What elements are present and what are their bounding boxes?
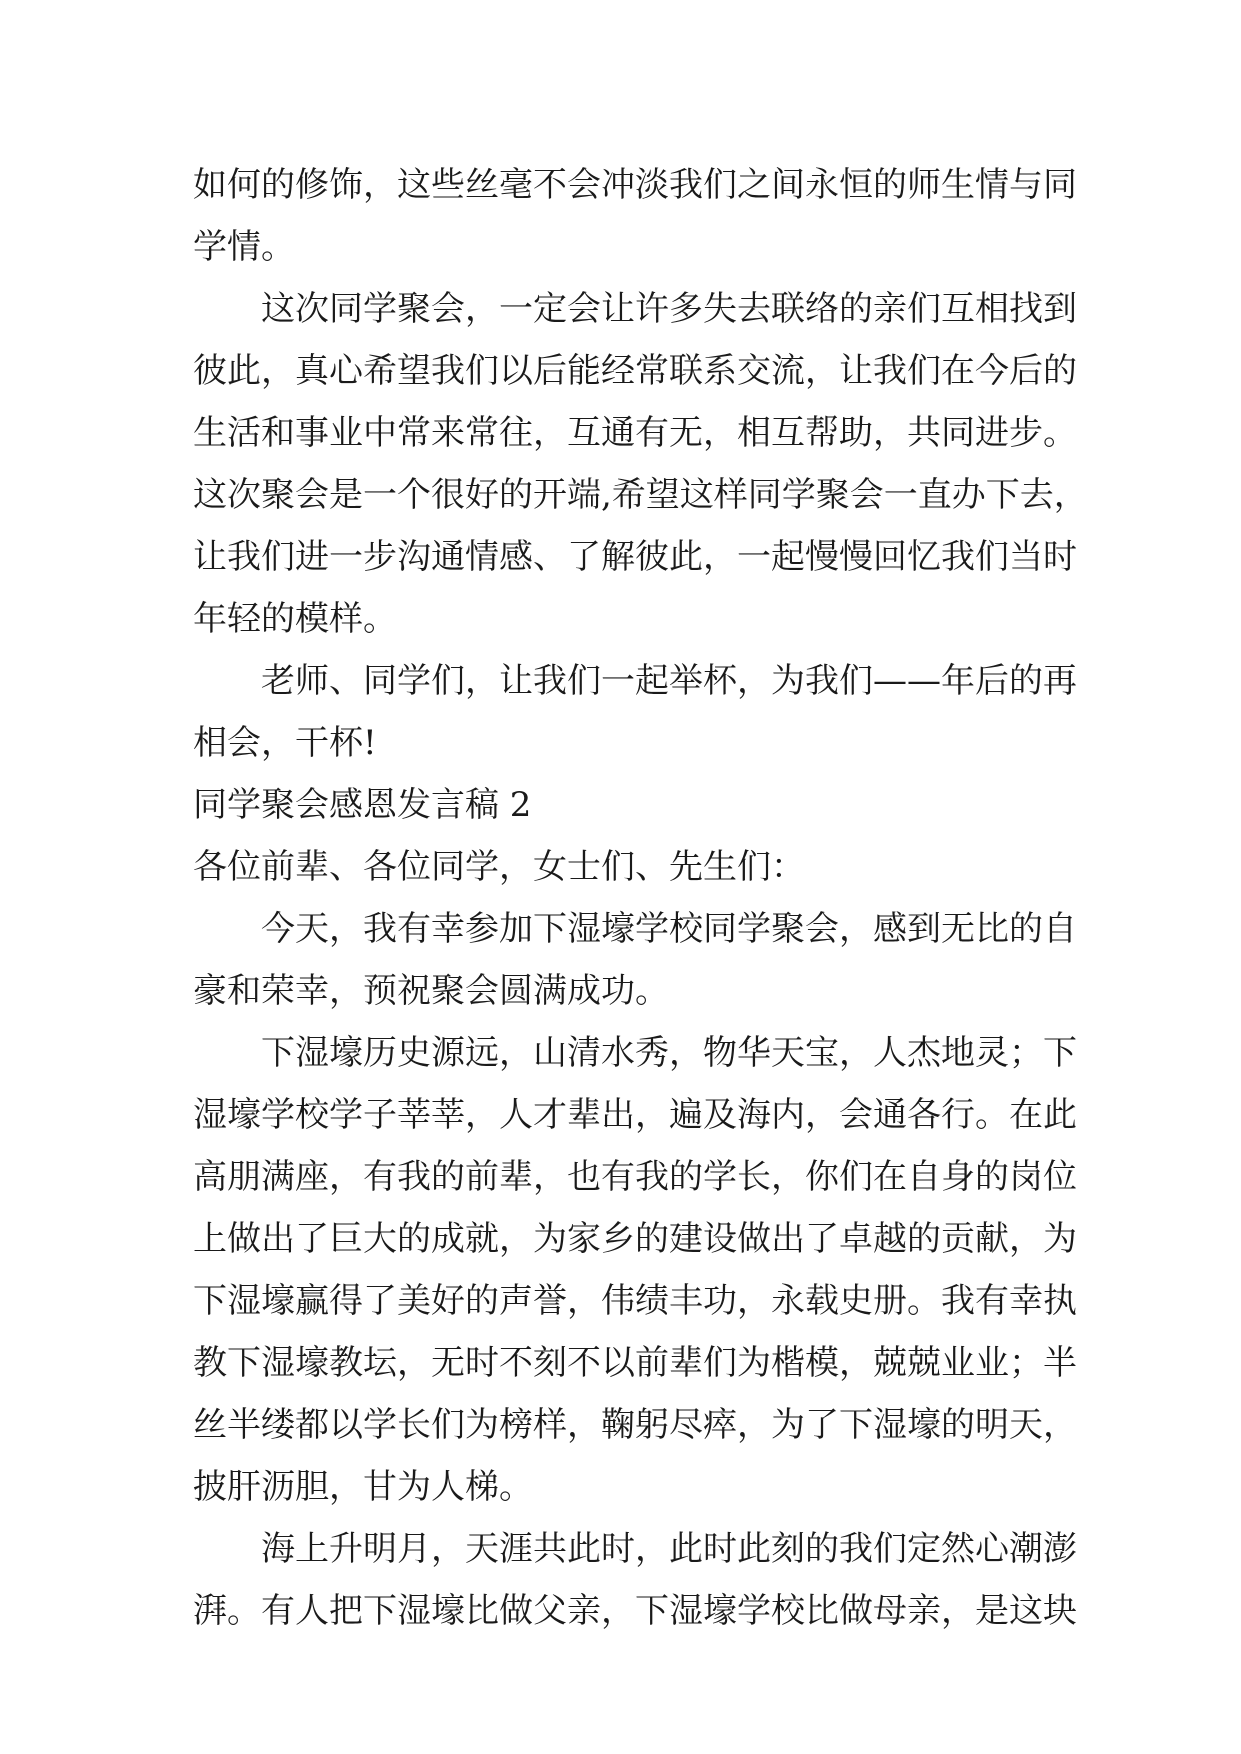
text-line: 学情。 [193, 227, 295, 267]
text-line: 让我们进一步沟通情感、了解彼此，一起慢慢回忆我们当时 [193, 537, 1077, 577]
text-line: 教下湿壕教坛，无时不刻不以前辈们为楷模，兢兢业业；半 [193, 1343, 1077, 1383]
text-line: 年轻的模样。 [193, 599, 397, 639]
text-line: 生活和事业中常来常往，互通有无，相互帮助，共同进步。 [193, 413, 1077, 453]
text-line: 如何的修饰，这些丝毫不会冲淡我们之间永恒的师生情与同 [193, 165, 1077, 205]
text-line: 高朋满座，有我的前辈，也有我的学长，你们在自身的岗位 [193, 1157, 1077, 1197]
text-line: 下湿壕历史源远，山清水秀，物华天宝，人杰地灵；下 [261, 1033, 1077, 1073]
text-line: 海上升明月，天涯共此时，此时此刻的我们定然心潮澎 [261, 1529, 1077, 1569]
text-line: 湃。有人把下湿壕比做父亲，下湿壕学校比做母亲，是这块 [193, 1591, 1077, 1631]
text-line: 相会，干杯! [193, 723, 377, 763]
text-line: 湿壕学校学子莘莘，人才辈出，遍及海内，会通各行。在此 [193, 1095, 1077, 1135]
text-line: 这次聚会是一个很好的开端,希望这样同学聚会一直办下去， [193, 475, 1088, 515]
text-line: 老师、同学们，让我们一起举杯，为我们——年后的再 [261, 661, 1077, 701]
salutation: 各位前辈、各位同学，女士们、先生们： [193, 847, 805, 887]
text-line: 豪和荣幸，预祝聚会圆满成功。 [193, 971, 669, 1011]
text-line: 这次同学聚会，一定会让许多失去联络的亲们互相找到 [261, 289, 1077, 329]
document-body [193, 154, 1088, 1642]
text-line: 下湿壕赢得了美好的声誉，伟绩丰功，永载史册。我有幸执 [193, 1281, 1077, 1321]
section-heading: 同学聚会感恩发言稿 2 [193, 785, 532, 825]
text-line: 彼此，真心希望我们以后能经常联系交流，让我们在今后的 [193, 351, 1077, 391]
text-line: 丝半缕都以学长们为榜样，鞠躬尽瘁，为了下湿壕的明天， [193, 1405, 1077, 1445]
text-line: 披肝沥胆，甘为人梯。 [193, 1467, 533, 1507]
text-line: 上做出了巨大的成就，为家乡的建设做出了卓越的贡献，为 [193, 1219, 1077, 1259]
text-line: 今天，我有幸参加下湿壕学校同学聚会，感到无比的自 [261, 909, 1077, 949]
